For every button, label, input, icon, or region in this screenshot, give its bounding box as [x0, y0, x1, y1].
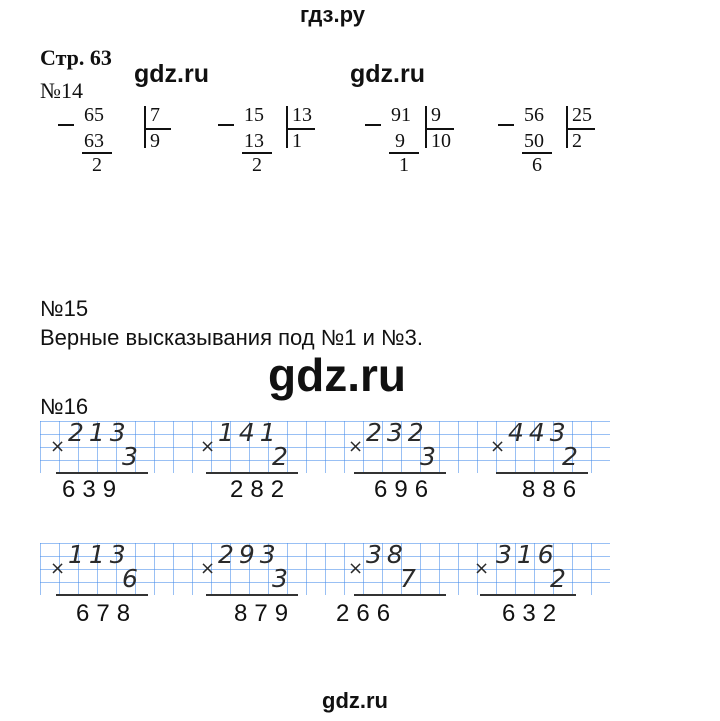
minus-sign [365, 124, 381, 126]
division-bar [566, 106, 568, 148]
division-bar [144, 106, 146, 148]
multiplier: 7 [400, 564, 421, 593]
multiplicand: 293 [218, 540, 281, 569]
multiplication [490, 418, 630, 508]
task14-label: №14 [40, 78, 83, 103]
multiplicand: 213 [68, 418, 131, 447]
multiplier: 3 [122, 442, 143, 471]
multiplication [336, 540, 488, 630]
result-line [206, 472, 298, 474]
result-line [56, 472, 148, 474]
long-division [365, 104, 475, 194]
multiplier: 3 [272, 564, 293, 593]
product: 632 [502, 600, 564, 627]
multiplier: 2 [562, 442, 583, 471]
dividend: 91 [391, 104, 411, 126]
minus-sign [58, 124, 74, 126]
times-sign: × [50, 558, 66, 579]
watermark: gdz.ru [134, 60, 209, 88]
multiplication [50, 540, 190, 630]
watermark: gdz.ru [350, 60, 425, 88]
product: 886 [522, 476, 584, 503]
dividend: 56 [524, 104, 544, 126]
minus-sign [218, 124, 234, 126]
multiplicand: 316 [496, 540, 559, 569]
multiplicand: 232 [366, 418, 429, 447]
site-header: гдз.ру [300, 2, 365, 27]
result-line [354, 594, 446, 596]
multiplication [200, 418, 340, 508]
product: 282 [230, 476, 292, 503]
page-label: Стр. 63 [40, 45, 112, 70]
long-division [58, 104, 168, 194]
result-line [480, 594, 576, 596]
times-sign: × [474, 558, 490, 579]
times-sign: × [200, 436, 216, 457]
long-division [218, 104, 328, 194]
minus-sign [498, 124, 514, 126]
quotient: 9 [150, 130, 160, 152]
divisor: 9 [431, 104, 441, 126]
result-line [56, 594, 148, 596]
multiplicand: 443 [508, 418, 571, 447]
times-sign: × [200, 558, 216, 579]
subtrahend: 13 [244, 130, 264, 152]
watermark-large: gdz.ru [268, 349, 406, 401]
product: 678 [76, 600, 138, 627]
times-sign: × [348, 558, 364, 579]
multiplier: 2 [272, 442, 293, 471]
task15-label: №15 [40, 296, 89, 321]
dividend: 65 [84, 104, 104, 126]
subtrahend: 9 [395, 130, 405, 152]
product: 696 [374, 476, 436, 503]
long-division [498, 104, 608, 194]
result-line [354, 472, 446, 474]
division-bar [286, 106, 288, 148]
result-line [206, 594, 298, 596]
product: 639 [62, 476, 124, 503]
quotient: 1 [292, 130, 302, 152]
quotient: 10 [431, 130, 451, 152]
multiplicand: 141 [218, 418, 281, 447]
divisor: 13 [292, 104, 312, 126]
remainder: 2 [92, 154, 102, 176]
times-sign: × [490, 436, 506, 457]
division-bar [425, 106, 427, 148]
subtrahend: 50 [524, 130, 544, 152]
remainder: 6 [532, 154, 542, 176]
dividend: 15 [244, 104, 264, 126]
multiplicand: 38 [366, 540, 408, 569]
remainder: 2 [252, 154, 262, 176]
multiplication [474, 540, 614, 630]
times-sign: × [348, 436, 364, 457]
quotient: 2 [572, 130, 582, 152]
multiplier: 6 [122, 564, 143, 593]
multiplicand: 113 [68, 540, 131, 569]
product: 879 [234, 600, 296, 627]
multiplier: 3 [420, 442, 441, 471]
multiplier: 2 [550, 564, 571, 593]
multiplication [50, 418, 190, 508]
product: 266 [336, 600, 398, 627]
divisor: 25 [572, 104, 592, 126]
task16-label: №16 [40, 394, 89, 419]
remainder: 1 [399, 154, 409, 176]
multiplication [200, 540, 340, 630]
divisor: 7 [150, 104, 160, 126]
subtrahend: 63 [84, 130, 104, 152]
result-line [496, 472, 588, 474]
task15-answer: Верные высказывания под №1 и №3. [40, 325, 424, 350]
multiplication [348, 418, 488, 508]
times-sign: × [50, 436, 66, 457]
watermark-footer: gdz.ru [322, 688, 388, 713]
